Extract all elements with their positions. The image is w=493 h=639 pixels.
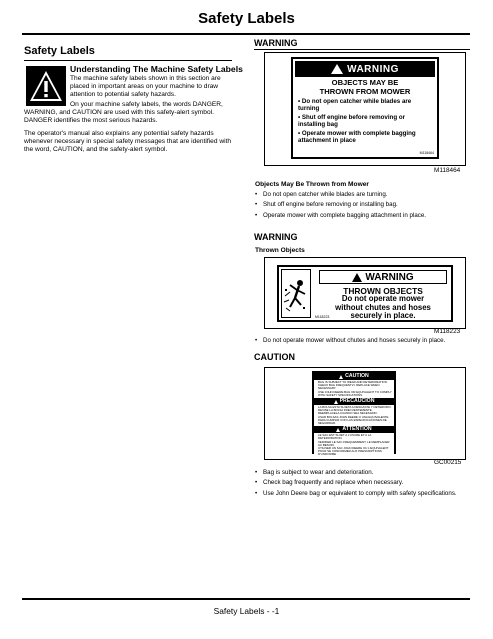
label-title	[293, 79, 437, 96]
label-line: without chutes and hoses	[335, 302, 431, 312]
footer-rule	[22, 598, 470, 600]
left-subheading: Understanding The Machine Safety Labels	[70, 64, 243, 74]
section1-bullet: • Shut off engine before removing or installing bag.	[255, 200, 470, 210]
safety-alert-icon	[26, 66, 66, 106]
page-footer: Safety Labels - -1	[213, 606, 280, 616]
attention-item: LE SAC EST SUJET A L'USURE ET A LA DETERIORATION.	[318, 433, 372, 441]
section2-heading: WARNING	[254, 232, 298, 242]
attention-items	[314, 433, 394, 457]
warning-triangle-icon	[336, 428, 340, 432]
precaucion-items	[314, 405, 394, 426]
warning-signal-word: WARNING	[365, 271, 414, 283]
thrown-objects-label	[277, 265, 453, 322]
left-para1: The machine safety labels shown in this section are placed in important areas on your machine to draw attention to potential safety hazards.	[70, 75, 221, 99]
label-bullet: • Do not open catcher while blades are turning	[298, 98, 412, 113]
header-rule	[22, 33, 470, 35]
caution-item: USE JOHN DEERE BAG OR EQUIVALENT TO COMPLY WITH SAFETY SPECIFICATIONS.	[318, 389, 392, 397]
attention-item: VERIFIER LE SAC FREQUEMMENT, LE REMPLACER AU BESOIN.	[318, 439, 390, 447]
caution-item: CHECK BAG FREQUENTLY. REPLACE WHEN NECESSARY.	[318, 383, 380, 391]
warning-triangle-icon	[331, 64, 343, 74]
warning-triangle-icon	[334, 400, 338, 404]
section1-code: M118464	[434, 167, 461, 174]
label-bullet: • Operate mower with complete bagging attachment in place	[298, 130, 416, 145]
left-para2: On your machine safety labels, the words DANGER, WARNING, and CAUTION are used with this safety-alert symbol. DANGER identifies the most serious hazards.	[24, 101, 223, 125]
section3-bullet: • Use John Deere bag or equivalent to comply with safety specifications.	[255, 489, 470, 499]
caution-items	[314, 380, 394, 398]
label-title: THROWN OBJECTS	[343, 286, 423, 296]
section1-bullet: • Do not open catcher while blades are turning.	[255, 190, 470, 200]
section2-bullets	[255, 336, 470, 346]
section3-bullets	[255, 468, 470, 499]
attention-header: ATTENTION	[314, 426, 394, 433]
precaucion-item: REVISE LA BOLSA FRECUENTEMENTE. REEMPLACELA CUANDO SEA NECESARIO.	[318, 408, 378, 416]
section2-code: M118223	[434, 328, 461, 335]
caution-label	[312, 371, 396, 457]
label-part-number: M118223	[315, 315, 330, 319]
left-heading-rule	[24, 60, 232, 61]
section2-subheading: Thrown Objects	[255, 247, 305, 254]
objects-thrown-label	[291, 57, 439, 159]
page-title: Safety Labels	[198, 10, 295, 27]
section1-bullets	[255, 190, 470, 221]
label-line: Do not operate mower	[341, 294, 425, 304]
section1-caption: Objects May Be Thrown from Mower	[255, 181, 369, 188]
section3-bullet: • Bag is subject to wear and deterioration.	[255, 468, 470, 478]
section2-bullet: • Do not operate mower without chutes and hoses securely in place.	[255, 336, 470, 346]
label-bullets	[293, 96, 437, 144]
left-heading: Safety Labels	[24, 45, 95, 57]
objects-thrown-label-frame	[264, 52, 466, 166]
thrown-objects-label-frame	[264, 257, 466, 329]
warning-signal-box	[319, 270, 447, 284]
label-bullet: • Shut off engine before removing or installing bag	[298, 114, 406, 129]
warning-triangle-icon	[339, 375, 343, 379]
caution-label-frame	[264, 367, 466, 460]
caution-header: CAUTION	[314, 373, 394, 380]
thrown-objects-pictogram-icon	[281, 269, 311, 318]
warning-triangle-icon	[352, 273, 362, 282]
label-line: securely in place.	[350, 311, 416, 321]
warning-signal-word: WARNING	[347, 63, 399, 75]
precaucion-header: PRECAUCION	[314, 398, 394, 405]
left-para3: The operator's manual also explains any potential safety hazards whenever necessary in special safety messages that are identified with the word, CAUTION, and the safety-alert symbol.	[24, 130, 232, 154]
thrown-objects-text	[315, 287, 451, 321]
section3-heading: CAUTION	[254, 352, 295, 362]
label-part-number: M118464	[419, 151, 434, 155]
caution-item: BAG IS SUBJECT TO WEAR AND DETERIORATION.	[318, 380, 388, 384]
precaucion-item: USAR BOLSAS JOHN DEERE O UNA EQUIVALENTE PARA CUMPLIR CON LAS ESPECIFICACIONES DE SEGURIDAD.	[318, 414, 389, 426]
label-title-line1: OBJECTS MAY BE	[331, 78, 399, 87]
section1-heading: WARNING	[254, 38, 298, 48]
attention-item: UTILISER UN SAC JOHN DEERE OU L'EQUIVALENT POUR SE CONFORMER AUX PRESCRIPTIONS D'UNIFORME	[318, 446, 389, 457]
precaucion-item: LA BOLSA ESTA SUJETA A DESGASTE Y DETERIORO.	[318, 405, 392, 410]
section3-bullet: • Check bag frequently and replace when necessary.	[255, 478, 470, 488]
label-title-line2: THROWN FROM MOWER	[319, 86, 411, 96]
section1-bullet: • Operate mower with complete bagging attachment in place.	[255, 211, 470, 221]
section1-heading-rule	[254, 49, 470, 50]
section3-code: GC00215	[434, 459, 462, 466]
warning-header	[295, 61, 435, 77]
